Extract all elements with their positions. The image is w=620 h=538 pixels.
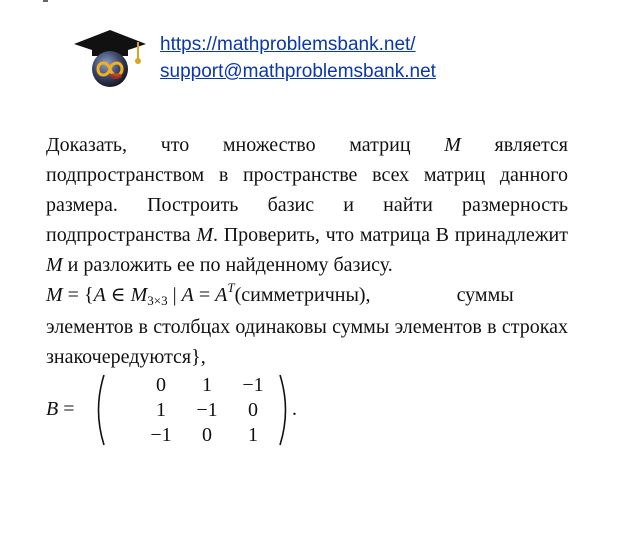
corner-mark [43, 0, 48, 2]
matrix-cell: −1 [196, 399, 218, 421]
math-op: ∈ [105, 284, 131, 306]
set-symbol: M [444, 134, 461, 156]
problem-statement [46, 130, 568, 280]
math-op: = [63, 398, 75, 420]
matrix-cell: 1 [248, 424, 258, 446]
math-op: = [193, 284, 216, 306]
support-email-link[interactable]: support@mathproblemsbank.net [160, 61, 436, 82]
matrix-cell: 0 [202, 424, 212, 446]
matrix-cell: 0 [248, 399, 258, 421]
matrix-period: . [292, 398, 297, 420]
matrix-cell: −1 [242, 374, 264, 396]
definition-line-1 [46, 280, 568, 312]
site-link[interactable]: https://mathproblemsbank.net/ [160, 34, 416, 55]
set-symbol: M [46, 254, 63, 276]
statement-text: . Проверить, что матрица В принадлежит [213, 224, 569, 246]
transpose-superscript: T [227, 280, 235, 295]
statement-text: Доказать, что множество матриц [46, 134, 445, 156]
set-symbol: M [196, 224, 213, 246]
matrix-cell: 0 [156, 374, 166, 396]
statement-text: является подпространством в пространстве всех матриц данного размера. Построить базис и найти размерность подпространства [46, 134, 569, 246]
contact-links [160, 31, 436, 85]
matrix-b [46, 372, 568, 462]
problem-text [46, 130, 568, 462]
statement-text: и разложить ее по найденному базису. [62, 254, 393, 276]
matrix-name: B [46, 398, 59, 420]
right-paren-icon [278, 374, 292, 446]
graduation-cap-logo-icon [72, 24, 148, 88]
dimension-subscript: 3×3 [147, 293, 168, 308]
matrix-b-label [46, 394, 75, 424]
matrix-var: A [181, 284, 194, 306]
math-op: = { [62, 284, 94, 306]
left-paren-icon [92, 374, 106, 446]
matrix-cell: −1 [150, 424, 172, 446]
set-definition [46, 280, 568, 372]
matrix-space: M [130, 284, 148, 306]
matrix-var: A [215, 284, 228, 306]
definition-text: (симметричны), [234, 284, 371, 306]
matrix-cell: 1 [156, 399, 166, 421]
math-op: | [167, 284, 182, 306]
set-symbol: M [46, 284, 63, 306]
definition-text: суммы [456, 284, 514, 306]
definition-continuation: элементов в столбцах одинаковы суммы элементов в строках знакочередуются}, [46, 316, 568, 368]
matrix-cell: 1 [202, 374, 212, 396]
matrix-var: A [93, 284, 106, 306]
